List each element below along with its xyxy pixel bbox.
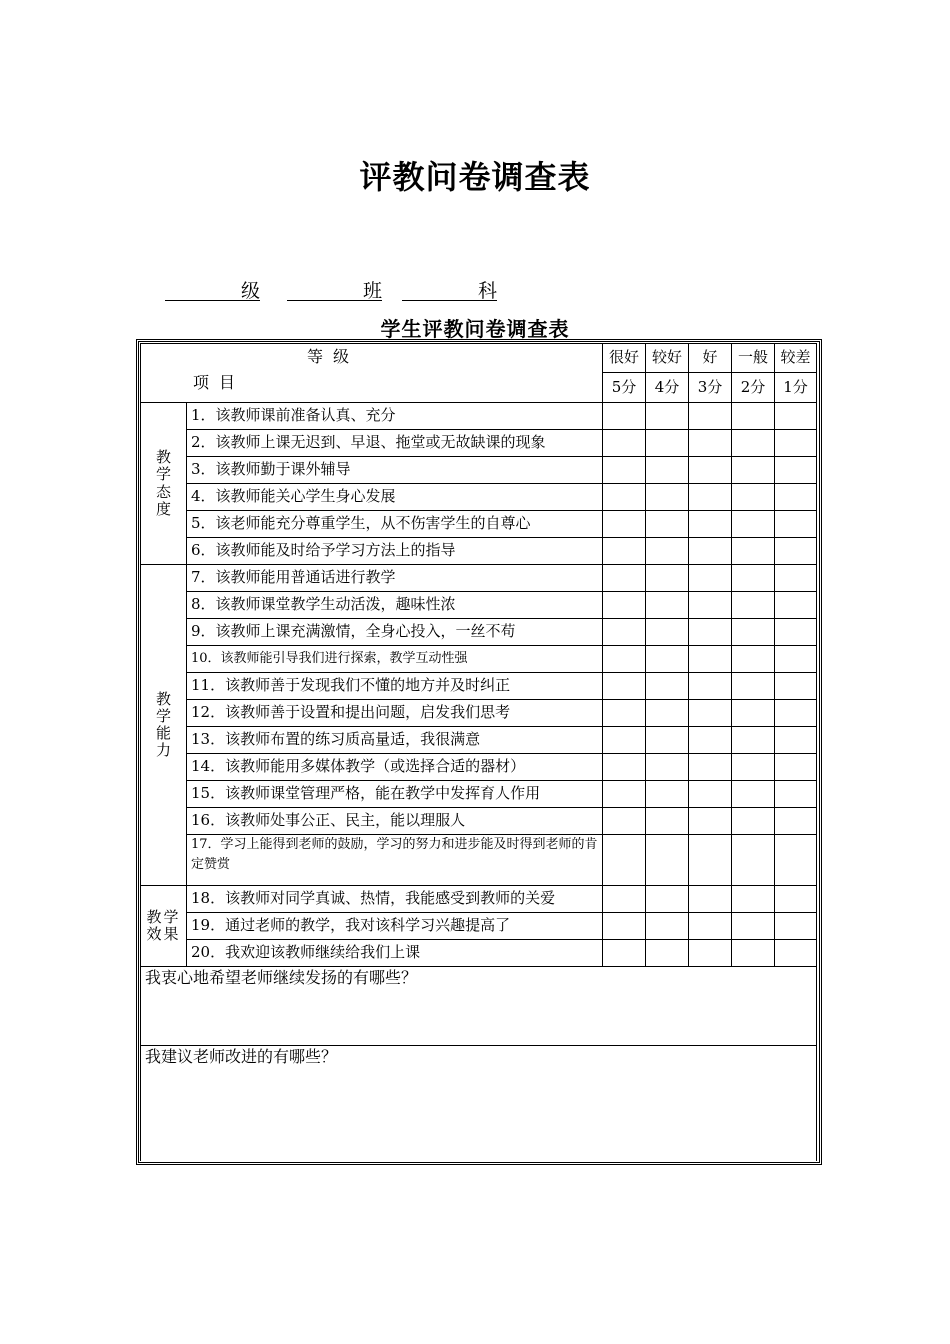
rating-cell[interactable] [689, 808, 732, 835]
header-diagonal-cell [141, 344, 603, 403]
rating-cell[interactable] [732, 511, 775, 538]
rating-cell[interactable] [689, 511, 732, 538]
rating-score: 4分 [646, 373, 689, 403]
rating-cell[interactable] [775, 913, 817, 940]
rating-cell[interactable] [689, 403, 732, 430]
question-item: 17．学习上能得到老师的鼓励，学习的努力和进步能及时得到老师的肯定赞赏 [187, 835, 603, 886]
question-item: 8．该教师课堂教学生动活泼，趣味性浓 [187, 592, 603, 619]
subject-label: 科 [477, 280, 497, 302]
open-question-strengths[interactable] [141, 967, 817, 1046]
rating-cell[interactable] [732, 592, 775, 619]
rating-cell[interactable] [732, 565, 775, 592]
rating-label: 好 [689, 344, 732, 373]
rating-cell[interactable] [603, 538, 646, 565]
rating-cell[interactable] [646, 457, 689, 484]
rating-cell[interactable] [775, 700, 817, 727]
question-item: 5．该老师能充分尊重学生，从不伤害学生的自尊心 [187, 511, 603, 538]
rating-cell[interactable] [775, 403, 817, 430]
rating-label: 一般 [732, 344, 775, 373]
section-label-attitude [141, 403, 187, 565]
rating-cell[interactable] [689, 457, 732, 484]
rating-cell[interactable] [603, 913, 646, 940]
rating-cell[interactable] [646, 484, 689, 511]
rating-cell[interactable] [603, 619, 646, 646]
question-item: 2．该教师上课无迟到、早退、拖堂或无故缺课的现象 [187, 430, 603, 457]
rating-cell[interactable] [775, 673, 817, 700]
rating-cell[interactable] [646, 754, 689, 781]
rating-cell[interactable] [775, 619, 817, 646]
evaluation-table [140, 343, 817, 1161]
rating-score: 3分 [689, 373, 732, 403]
rating-cell[interactable] [603, 592, 646, 619]
section-name: 教学能力 [156, 689, 172, 760]
rating-cell[interactable] [775, 565, 817, 592]
rating-cell[interactable] [732, 727, 775, 754]
open-question-text: 我衷心地希望老师继续发扬的有哪些？ [145, 968, 418, 987]
rating-cell[interactable] [646, 808, 689, 835]
rating-label: 较差 [775, 344, 817, 373]
rating-cell[interactable] [646, 913, 689, 940]
rating-cell[interactable] [603, 727, 646, 754]
rating-cell[interactable] [689, 700, 732, 727]
rating-cell[interactable] [732, 700, 775, 727]
rating-cell[interactable] [603, 673, 646, 700]
rating-cell[interactable] [732, 754, 775, 781]
rating-cell[interactable] [603, 808, 646, 835]
subject-blank[interactable] [402, 276, 497, 301]
rating-cell[interactable] [646, 886, 689, 913]
rating-cell[interactable] [689, 673, 732, 700]
rating-cell[interactable] [775, 538, 817, 565]
question-item: 10．该教师能引导我们进行探索，教学互动性强 [187, 646, 603, 673]
section-label-effect [141, 886, 187, 967]
header-grade: 等级 [307, 347, 360, 366]
open-question-text: 我建议老师改进的有哪些？ [145, 1047, 338, 1066]
rating-cell[interactable] [603, 403, 646, 430]
rating-cell[interactable] [646, 700, 689, 727]
rating-cell[interactable] [646, 538, 689, 565]
rating-cell[interactable] [732, 646, 775, 673]
rating-cell[interactable] [646, 835, 689, 886]
grade-label: 级 [240, 280, 260, 302]
rating-cell[interactable] [603, 835, 646, 886]
rating-cell[interactable] [732, 538, 775, 565]
rating-cell[interactable] [775, 646, 817, 673]
rating-cell[interactable] [732, 808, 775, 835]
rating-cell[interactable] [646, 565, 689, 592]
open-question-improvements[interactable] [141, 1046, 817, 1162]
rating-cell[interactable] [646, 727, 689, 754]
rating-cell[interactable] [603, 700, 646, 727]
document-title: 评教问卷调查表 [359, 158, 591, 196]
rating-cell[interactable] [732, 619, 775, 646]
rating-score: 1分 [775, 373, 817, 403]
rating-cell[interactable] [603, 940, 646, 967]
rating-cell[interactable] [775, 835, 817, 886]
question-item: 16．该教师处事公正、民主，能以理服人 [187, 808, 603, 835]
rating-cell[interactable] [689, 913, 732, 940]
rating-cell[interactable] [775, 940, 817, 967]
rating-cell[interactable] [646, 403, 689, 430]
rating-cell[interactable] [689, 886, 732, 913]
rating-cell[interactable] [603, 565, 646, 592]
rating-cell[interactable] [603, 646, 646, 673]
rating-cell[interactable] [732, 886, 775, 913]
question-item: 18．该教师对同学真诚、热情，我能感受到教师的关爱 [187, 886, 603, 913]
rating-cell[interactable] [689, 646, 732, 673]
rating-cell[interactable] [732, 403, 775, 430]
rating-label: 较好 [646, 344, 689, 373]
rating-cell[interactable] [603, 484, 646, 511]
rating-cell[interactable] [732, 913, 775, 940]
rating-label: 很好 [603, 344, 646, 373]
rating-cell[interactable] [603, 886, 646, 913]
rating-cell[interactable] [646, 673, 689, 700]
question-item: 7．该教师能用普通话进行教学 [187, 565, 603, 592]
rating-cell[interactable] [689, 592, 732, 619]
header-item: 项目 [193, 373, 246, 392]
rating-cell[interactable] [732, 484, 775, 511]
rating-cell[interactable] [732, 940, 775, 967]
rating-score: 5分 [603, 373, 646, 403]
rating-cell[interactable] [775, 808, 817, 835]
rating-cell[interactable] [646, 646, 689, 673]
rating-cell[interactable] [775, 886, 817, 913]
rating-cell[interactable] [732, 673, 775, 700]
rating-cell[interactable] [689, 565, 732, 592]
rating-cell[interactable] [646, 430, 689, 457]
question-item: 13．该教师布置的练习质高量适，我很满意 [187, 727, 603, 754]
question-item: 15．该教师课堂管理严格，能在教学中发挥育人作用 [187, 781, 603, 808]
rating-cell[interactable] [689, 484, 732, 511]
section-label-ability [141, 565, 187, 886]
rating-score: 2分 [732, 373, 775, 403]
rating-cell[interactable] [646, 619, 689, 646]
question-item: 6．该教师能及时给予学习方法上的指导 [187, 538, 603, 565]
rating-cell[interactable] [646, 511, 689, 538]
rating-cell[interactable] [775, 754, 817, 781]
question-item: 11．该教师善于发现我们不懂的地方并及时纠正 [187, 673, 603, 700]
class-info-line [0, 276, 950, 306]
section-name: 教学效果 [146, 907, 181, 943]
rating-cell[interactable] [775, 727, 817, 754]
rating-cell[interactable] [732, 430, 775, 457]
rating-cell[interactable] [689, 781, 732, 808]
rating-cell[interactable] [775, 592, 817, 619]
rating-cell[interactable] [775, 781, 817, 808]
class-label: 班 [362, 280, 382, 302]
question-item: 3．该教师勤于课外辅导 [187, 457, 603, 484]
grade-blank[interactable] [165, 276, 260, 301]
rating-cell[interactable] [689, 940, 732, 967]
question-item: 9．该教师上课充满激情，全身心投入，一丝不苟 [187, 619, 603, 646]
rating-cell[interactable] [775, 484, 817, 511]
form-title: 学生评教问卷调查表 [380, 317, 570, 341]
rating-cell[interactable] [732, 457, 775, 484]
question-item: 14．该教师能用多媒体教学（或选择合适的器材） [187, 754, 603, 781]
rating-cell[interactable] [603, 511, 646, 538]
rating-cell[interactable] [603, 754, 646, 781]
question-item: 4．该教师能关心学生身心发展 [187, 484, 603, 511]
rating-cell[interactable] [646, 592, 689, 619]
rating-cell[interactable] [775, 430, 817, 457]
rating-cell[interactable] [689, 835, 732, 886]
rating-cell[interactable] [689, 727, 732, 754]
rating-cell[interactable] [689, 754, 732, 781]
rating-cell[interactable] [775, 457, 817, 484]
question-item: 19．通过老师的教学，我对该科学习兴趣提高了 [187, 913, 603, 940]
rating-cell[interactable] [603, 457, 646, 484]
question-item: 20．我欢迎该教师继续给我们上课 [187, 940, 603, 967]
rating-cell[interactable] [689, 538, 732, 565]
rating-cell[interactable] [689, 430, 732, 457]
section-name: 教学态度 [156, 448, 172, 518]
rating-cell[interactable] [603, 781, 646, 808]
rating-cell[interactable] [732, 781, 775, 808]
rating-cell[interactable] [775, 511, 817, 538]
rating-cell[interactable] [732, 835, 775, 886]
question-item: 12．该教师善于设置和提出问题，启发我们思考 [187, 700, 603, 727]
question-item: 1．该教师课前准备认真、充分 [187, 403, 603, 430]
rating-cell[interactable] [603, 430, 646, 457]
class-blank[interactable] [287, 276, 382, 301]
rating-cell[interactable] [689, 619, 732, 646]
rating-cell[interactable] [646, 940, 689, 967]
rating-cell[interactable] [646, 781, 689, 808]
